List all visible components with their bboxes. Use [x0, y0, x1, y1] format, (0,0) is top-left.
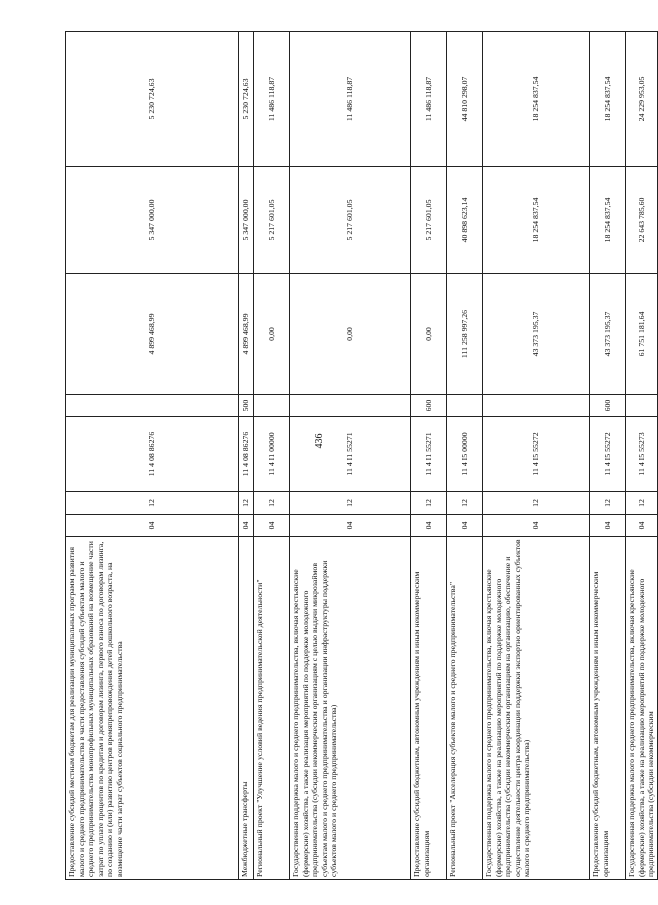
- table-row: [411, 32, 447, 880]
- table-row: [483, 32, 590, 880]
- page-number: 436: [314, 433, 325, 449]
- row-amount-2-cell: 22 643 785,60: [626, 167, 658, 274]
- row-csr-cell: 11 4 I5 55273: [626, 417, 658, 492]
- row-rz-cell: 04: [66, 515, 239, 537]
- row-pr-cell: 12: [590, 492, 626, 515]
- table-row: [290, 32, 411, 880]
- row-csr-cell: 11 4 08 86276: [239, 417, 254, 492]
- row-pr-cell: 12: [254, 492, 290, 515]
- table-row: [626, 32, 658, 880]
- row-amount-3-cell: 24 229 953,05: [626, 32, 658, 167]
- row-amount-2-cell: 18 254 837,54: [483, 167, 590, 274]
- row-csr-cell: 11 4 I1 55271: [290, 417, 411, 492]
- row-amount-2-cell: 5 217 601,05: [411, 167, 447, 274]
- row-amount-1-cell: 61 751 181,64: [626, 274, 658, 395]
- row-pr-cell: 12: [626, 492, 658, 515]
- row-vr-cell: 500: [239, 395, 254, 417]
- row-amount-2-cell: 40 898 623,14: [447, 167, 483, 274]
- row-name-cell: Предоставление субсидий местным бюджетам для реализации муниципальных программ развития малого и среднего предпринимательства в части предоставления субсидий субъектам малого и среднего предпринимательства монопрофильных муниципальных образований на возмещение части затрат по уплате процентов по кредитам и договорам лизинга, первого взноса по договорам лизинга, по созданию и (или) развитию центров времяпрепровождения детей дошкольного возраста, на возмещение части затрат субъектов социального предпринимательства: [66, 537, 239, 880]
- row-name-cell: Региональный проект "Улучшение условий ведения предпринимательской деятельности": [254, 537, 290, 880]
- row-vr-cell: [447, 395, 483, 417]
- row-amount-2-cell: 5 347 000,00: [239, 167, 254, 274]
- row-name-cell: Предоставление субсидий бюджетным, автономным учреждениям и иным некоммерческим организациям: [590, 537, 626, 880]
- row-amount-1-cell: 0,00: [254, 274, 290, 395]
- table-row: [66, 32, 239, 880]
- row-rz-cell: 04: [626, 515, 658, 537]
- row-amount-1-cell: 0,00: [411, 274, 447, 395]
- rotated-table-container: [65, 32, 655, 880]
- budget-table: [65, 31, 658, 880]
- row-vr-cell: 600: [590, 395, 626, 417]
- row-vr-cell: [290, 395, 411, 417]
- row-pr-cell: 12: [239, 492, 254, 515]
- row-name-cell: Государственная поддержка малого и среднего предпринимательства, включая крестьянские (фермерские) хозяйства, а также на реализацию мероприятий по поддержке молодежного предпринимательства (субсидии некоммерческим организациям на организацию, обеспечение и осуществление деятельности центра координации поддержки экспортно ориентированных субъектов малого и среднего предпринимательства): [483, 537, 590, 880]
- table-row: [254, 32, 290, 880]
- row-pr-cell: 12: [447, 492, 483, 515]
- row-name-cell: Государственная поддержка малого и среднего предпринимательства, включая крестьянские (фермерские) хозяйства, а также на реализацию мероприятий по поддержке молодежного предпринимательства (субсидии некоммерческим: [626, 537, 658, 880]
- row-amount-1-cell: 4 899 468,99: [66, 274, 239, 395]
- row-csr-cell: 11 4 I1 55271: [411, 417, 447, 492]
- row-name-cell: Государственная поддержка малого и среднего предпринимательства, включая крестьянские (фермерские) хозяйства, а также реализация мероприятий по поддержке молодежного предпринимательства (субсидии некоммерческим организациям с целью выдачи микрозаймов субъектам малого и среднего предпринимательства и организации инфраструктуры поддержки субъектов малого и среднего предпринимательства): [290, 537, 411, 880]
- row-rz-cell: 04: [411, 515, 447, 537]
- row-csr-cell: 11 4 I5 00000: [447, 417, 483, 492]
- row-pr-cell: 12: [411, 492, 447, 515]
- row-pr-cell: 12: [483, 492, 590, 515]
- row-amount-2-cell: 5 347 000,00: [66, 167, 239, 274]
- row-amount-1-cell: 43 373 195,37: [483, 274, 590, 395]
- row-rz-cell: 04: [483, 515, 590, 537]
- row-rz-cell: 04: [590, 515, 626, 537]
- row-vr-cell: [626, 395, 658, 417]
- table-row: [447, 32, 483, 880]
- row-amount-1-cell: 0,00: [290, 274, 411, 395]
- row-vr-cell: [254, 395, 290, 417]
- row-amount-3-cell: 5 230 724,63: [66, 32, 239, 167]
- row-amount-2-cell: 5 217 601,05: [254, 167, 290, 274]
- row-name-cell: Межбюджетные трансферты: [239, 537, 254, 880]
- row-amount-1-cell: 43 373 195,37: [590, 274, 626, 395]
- table-row: [590, 32, 626, 880]
- row-rz-cell: 04: [254, 515, 290, 537]
- row-rz-cell: 04: [290, 515, 411, 537]
- row-csr-cell: 11 4 I5 55272: [590, 417, 626, 492]
- row-vr-cell: 600: [411, 395, 447, 417]
- row-csr-cell: 11 4 08 86276: [66, 417, 239, 492]
- row-rz-cell: 04: [239, 515, 254, 537]
- row-name-cell: Предоставление субсидий бюджетным, автономным учреждениям и иным некоммерческим организациям: [411, 537, 447, 880]
- row-amount-3-cell: 11 486 118,87: [411, 32, 447, 167]
- row-amount-3-cell: 18 254 837,54: [483, 32, 590, 167]
- row-amount-3-cell: 11 486 118,87: [254, 32, 290, 167]
- row-amount-3-cell: 44 810 298,07: [447, 32, 483, 167]
- row-amount-3-cell: 11 486 118,87: [290, 32, 411, 167]
- table-row: [239, 32, 254, 880]
- row-pr-cell: 12: [66, 492, 239, 515]
- row-amount-3-cell: 18 254 837,54: [590, 32, 626, 167]
- row-amount-2-cell: 5 217 601,05: [290, 167, 411, 274]
- row-pr-cell: 12: [290, 492, 411, 515]
- row-vr-cell: [66, 395, 239, 417]
- row-vr-cell: [483, 395, 590, 417]
- row-amount-3-cell: 5 230 724,63: [239, 32, 254, 167]
- row-amount-1-cell: 4 899 468,99: [239, 274, 254, 395]
- row-rz-cell: 04: [447, 515, 483, 537]
- row-amount-1-cell: 111 258 997,26: [447, 274, 483, 395]
- row-csr-cell: 11 4 I1 00000: [254, 417, 290, 492]
- row-amount-2-cell: 18 254 837,54: [590, 167, 626, 274]
- budget-table-frame: [65, 32, 655, 880]
- row-csr-cell: 11 4 I5 55272: [483, 417, 590, 492]
- row-name-cell: Региональный проект "Акселерация субъектов малого и среднего предпринимательства": [447, 537, 483, 880]
